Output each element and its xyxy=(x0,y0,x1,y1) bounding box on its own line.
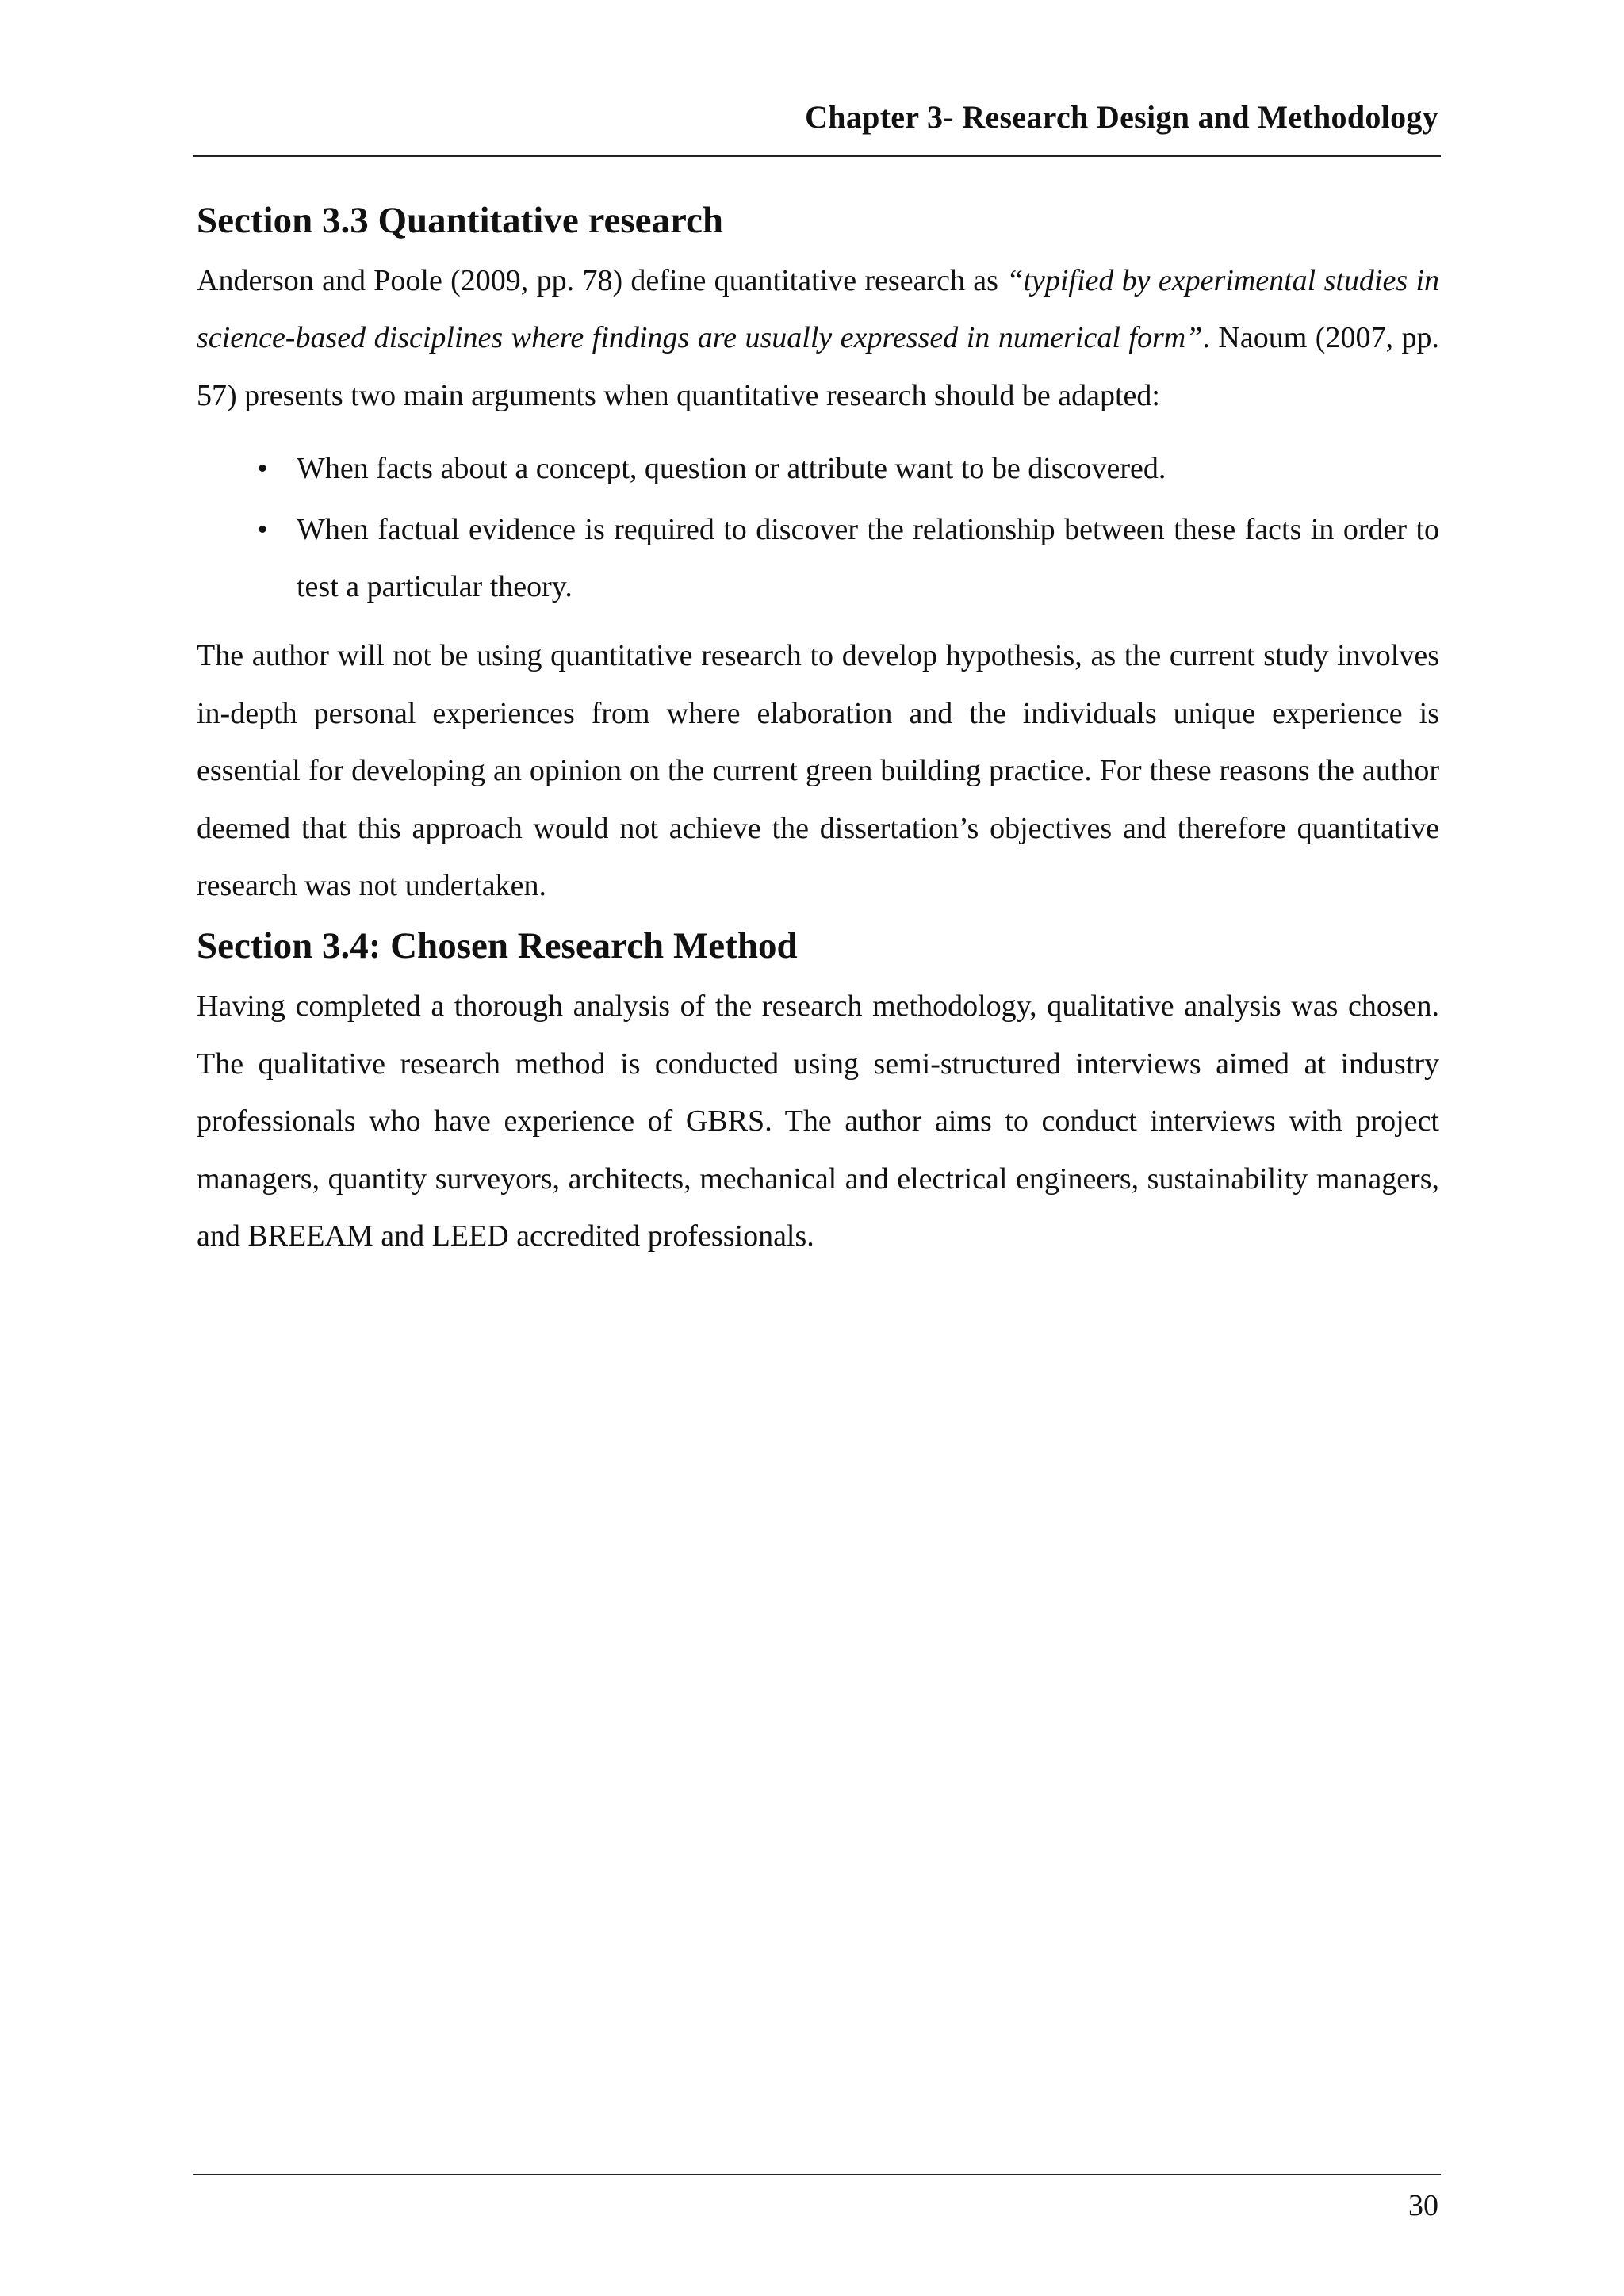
footer-rule xyxy=(193,2174,1441,2175)
bullet-icon: • xyxy=(257,452,268,486)
page-body xyxy=(197,189,1439,1265)
intro-quote: “typified by experimental studies in science-based disciplines where findings are usually expressed in numerical form” xyxy=(197,264,1440,355)
section-heading-3-4: Section 3.4: Chosen Research Method xyxy=(197,925,798,967)
page-number: 30 xyxy=(1408,2189,1438,2222)
intro-tail-text: . Naoum (2007, pp. 57) presents two main arguments when quantitative research should be adapted: xyxy=(197,321,1439,412)
section-heading-3-3: Section 3.3 Quantitative research xyxy=(197,200,724,241)
method-paragraph: Having completed a thorough analysis of the research methodology, qualitative analysis was chosen. The qualitative research method is conducted using semi-structured interviews aimed at industry professionals who have experience of GBRS. The author aims to conduct interviews with project managers, quantity surveyors, architects, mechanical and electrical engineers, sustainability managers, and BREEAM and LEED accredited professionals. xyxy=(197,989,1439,1253)
list-item xyxy=(197,501,1439,616)
bullet-icon: • xyxy=(257,512,268,546)
list-item xyxy=(197,440,1439,497)
conclusion-paragraph: The author will not be using quantitative research to develop hypothesis, as the current study involves in-depth personal experiences from where elaboration and the individuals unique experience is essential for developing an opinion on the current green building practice. For these reasons the author deemed that this approach would not achieve the dissertation’s objectives and therefore quantitative research was not undertaken. xyxy=(197,639,1439,903)
header-rule xyxy=(193,155,1441,157)
list-item-text: When facts about a concept, question or attribute want to be discovered. xyxy=(297,452,1166,486)
intro-lead-text: Anderson and Poole (2009, pp. 78) define quantitative research as xyxy=(197,264,1007,297)
list-item-text: When factual evidence is required to discover the relationship between these facts in order to test a particular theory. xyxy=(297,512,1439,604)
intro-paragraph xyxy=(197,252,1439,424)
running-header: Chapter 3- Research Design and Methodology xyxy=(805,99,1438,135)
argument-list xyxy=(197,440,1439,615)
